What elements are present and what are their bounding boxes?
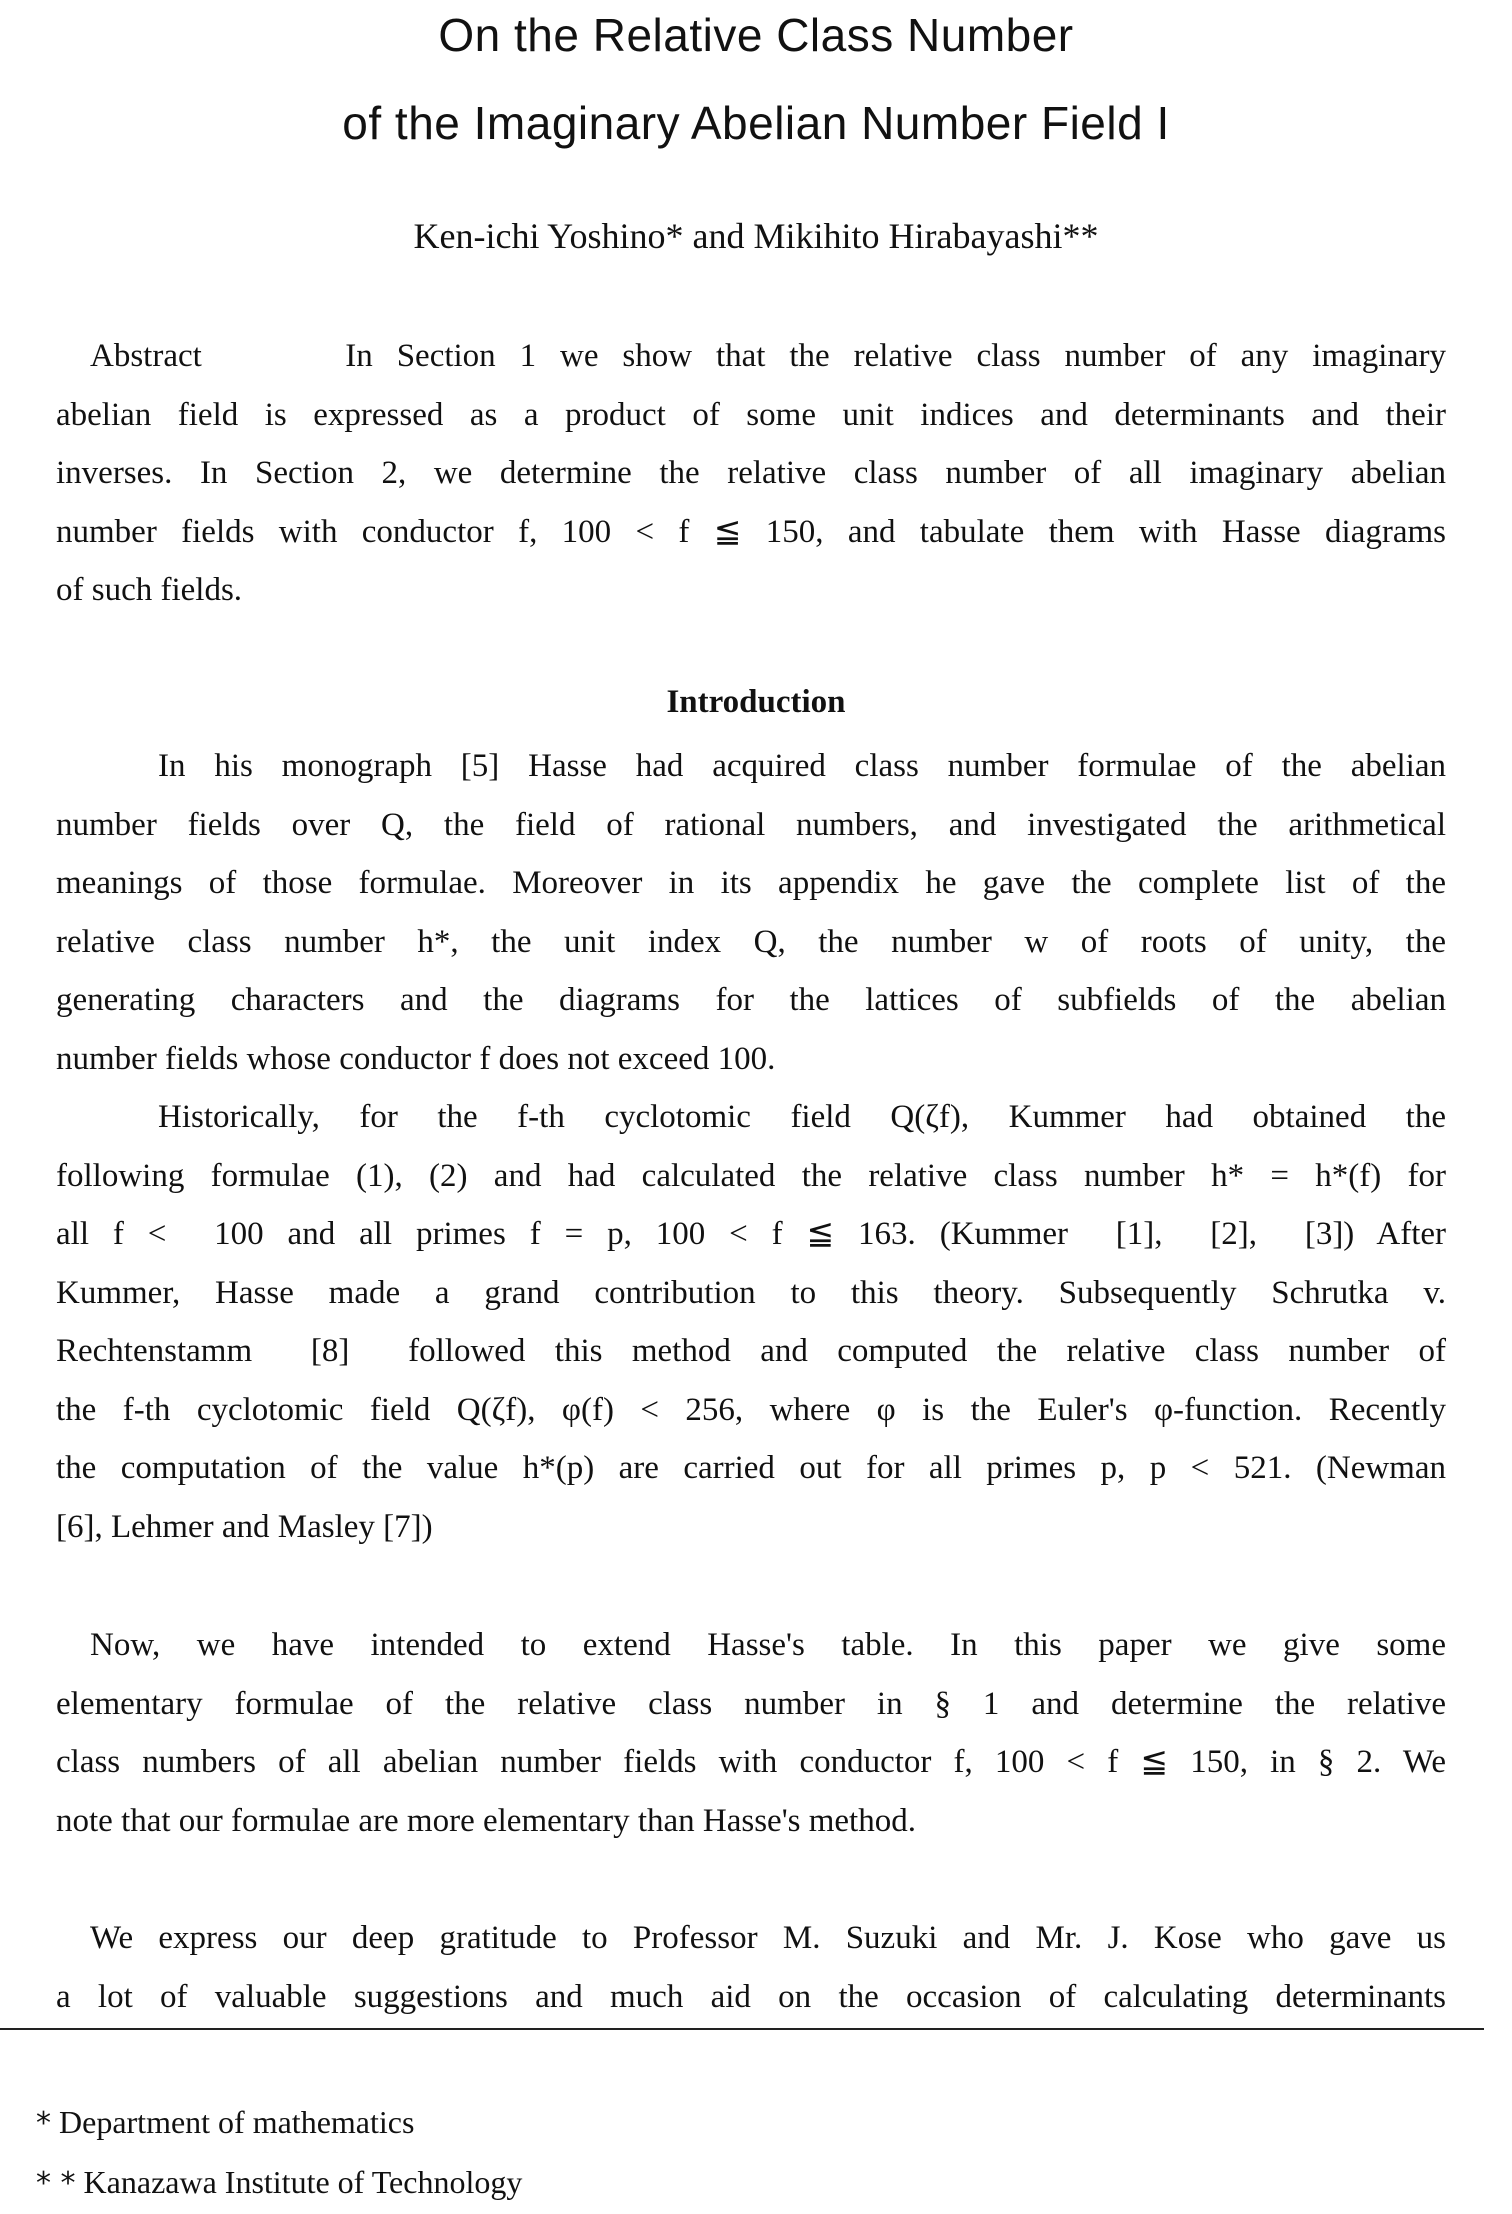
section-heading-introduction: Introduction <box>666 684 846 720</box>
now-line: Now, we have intended to extend Hasse's table. In this paper we give some <box>90 1627 1446 1663</box>
abstract-line: Abstract In Section 1 we show that the relative class number of any imaginary <box>90 338 1446 374</box>
footnote-2 <box>36 2152 522 2212</box>
title-line-2: of the Imaginary Abelian Number Field I <box>342 97 1170 149</box>
intro-line: relative class number h*, the unit index Q, the number w of roots of unity, the <box>56 923 1446 960</box>
intro-line: number fields whose conductor f does not exceed 100. <box>56 1040 776 1077</box>
history-line: Kummer, Hasse made a grand contribution to this theory. Subsequently Schrutka v. <box>56 1274 1446 1311</box>
footnote-2-text: Kanazawa Institute of Technology <box>83 2164 523 2200</box>
history-line: [6], Lehmer and Masley [7]) <box>56 1508 433 1545</box>
history-line: following formulae (1), (2) and had calculated the relative class number h* = h*(f) for <box>56 1157 1446 1194</box>
footnote-1-mark: * <box>36 2106 51 2141</box>
thanks-line: a lot of valuable suggestions and much aid on the occasion of calculating determinants <box>56 1978 1446 2015</box>
now-line: elementary formulae of the relative class number in § 1 and determine the relative <box>56 1685 1446 1722</box>
intro-line: meanings of those formulae. Moreover in its appendix he gave the complete list of the <box>56 865 1446 901</box>
footnote-1 <box>36 2092 522 2152</box>
footnote-1-text: Department of mathematics <box>59 2104 415 2140</box>
now-line: class numbers of all abelian number fields with conductor f, 100 < f ≦ 150, in § 2. We <box>56 1744 1446 1780</box>
abstract-line: abelian field is expressed as a product of some unit indices and determinants and their <box>56 396 1446 433</box>
history-line: the f-th cyclotomic field Q(ζf), φ(f) < 256, where φ is the Euler's φ-function. Recently <box>56 1391 1446 1428</box>
abstract <box>56 327 1446 620</box>
abstract-line: number fields with conductor f, 100 < f ≦ 150, and tabulate them with Hasse diagrams <box>56 513 1446 550</box>
footnote-rule <box>0 2028 1484 2030</box>
history-line: Historically, for the f-th cyclotomic field Q(ζf), Kummer had obtained the <box>158 1099 1446 1135</box>
history-line: all f < 100 and all primes f = p, 100 < f ≦ 163. (Kummer [1], [2], [3]) After <box>56 1216 1446 1252</box>
history-paragraph <box>56 1088 1446 1556</box>
footnote-2-mark: * * <box>36 2166 76 2201</box>
thanks-paragraph <box>56 1909 1446 2026</box>
intro-paragraph <box>56 737 1446 1088</box>
history-line: the computation of the value h*(p) are carried out for all primes p, p < 521. (Newman <box>56 1450 1446 1486</box>
abstract-line: of such fields. <box>56 572 243 608</box>
intro-line: number fields over Q, the field of rational numbers, and investigated the arithmetical <box>56 806 1446 843</box>
history-line: Rechtenstamm [8] followed this method and computed the relative class number of <box>56 1333 1446 1369</box>
now-paragraph <box>56 1616 1446 1850</box>
intro-line: In his monograph [5] Hasse had acquired class number formulae of the abelian <box>158 748 1446 784</box>
now-line: note that our formulae are more elementary than Hasse's method. <box>56 1802 916 1839</box>
footnotes <box>36 2092 522 2212</box>
thanks-line: We express our deep gratitude to Professor M. Suzuki and Mr. J. Kose who gave us <box>90 1920 1446 1956</box>
intro-line: generating characters and the diagrams for the lattices of subfields of the abelian <box>56 982 1446 1018</box>
title-line-1: On the Relative Class Number <box>438 9 1074 61</box>
authors: Ken-ichi Yoshino* and Mikihito Hirabayashi** <box>413 216 1099 256</box>
abstract-line: inverses. In Section 2, we determine the relative class number of all imaginary abelian <box>56 455 1446 491</box>
